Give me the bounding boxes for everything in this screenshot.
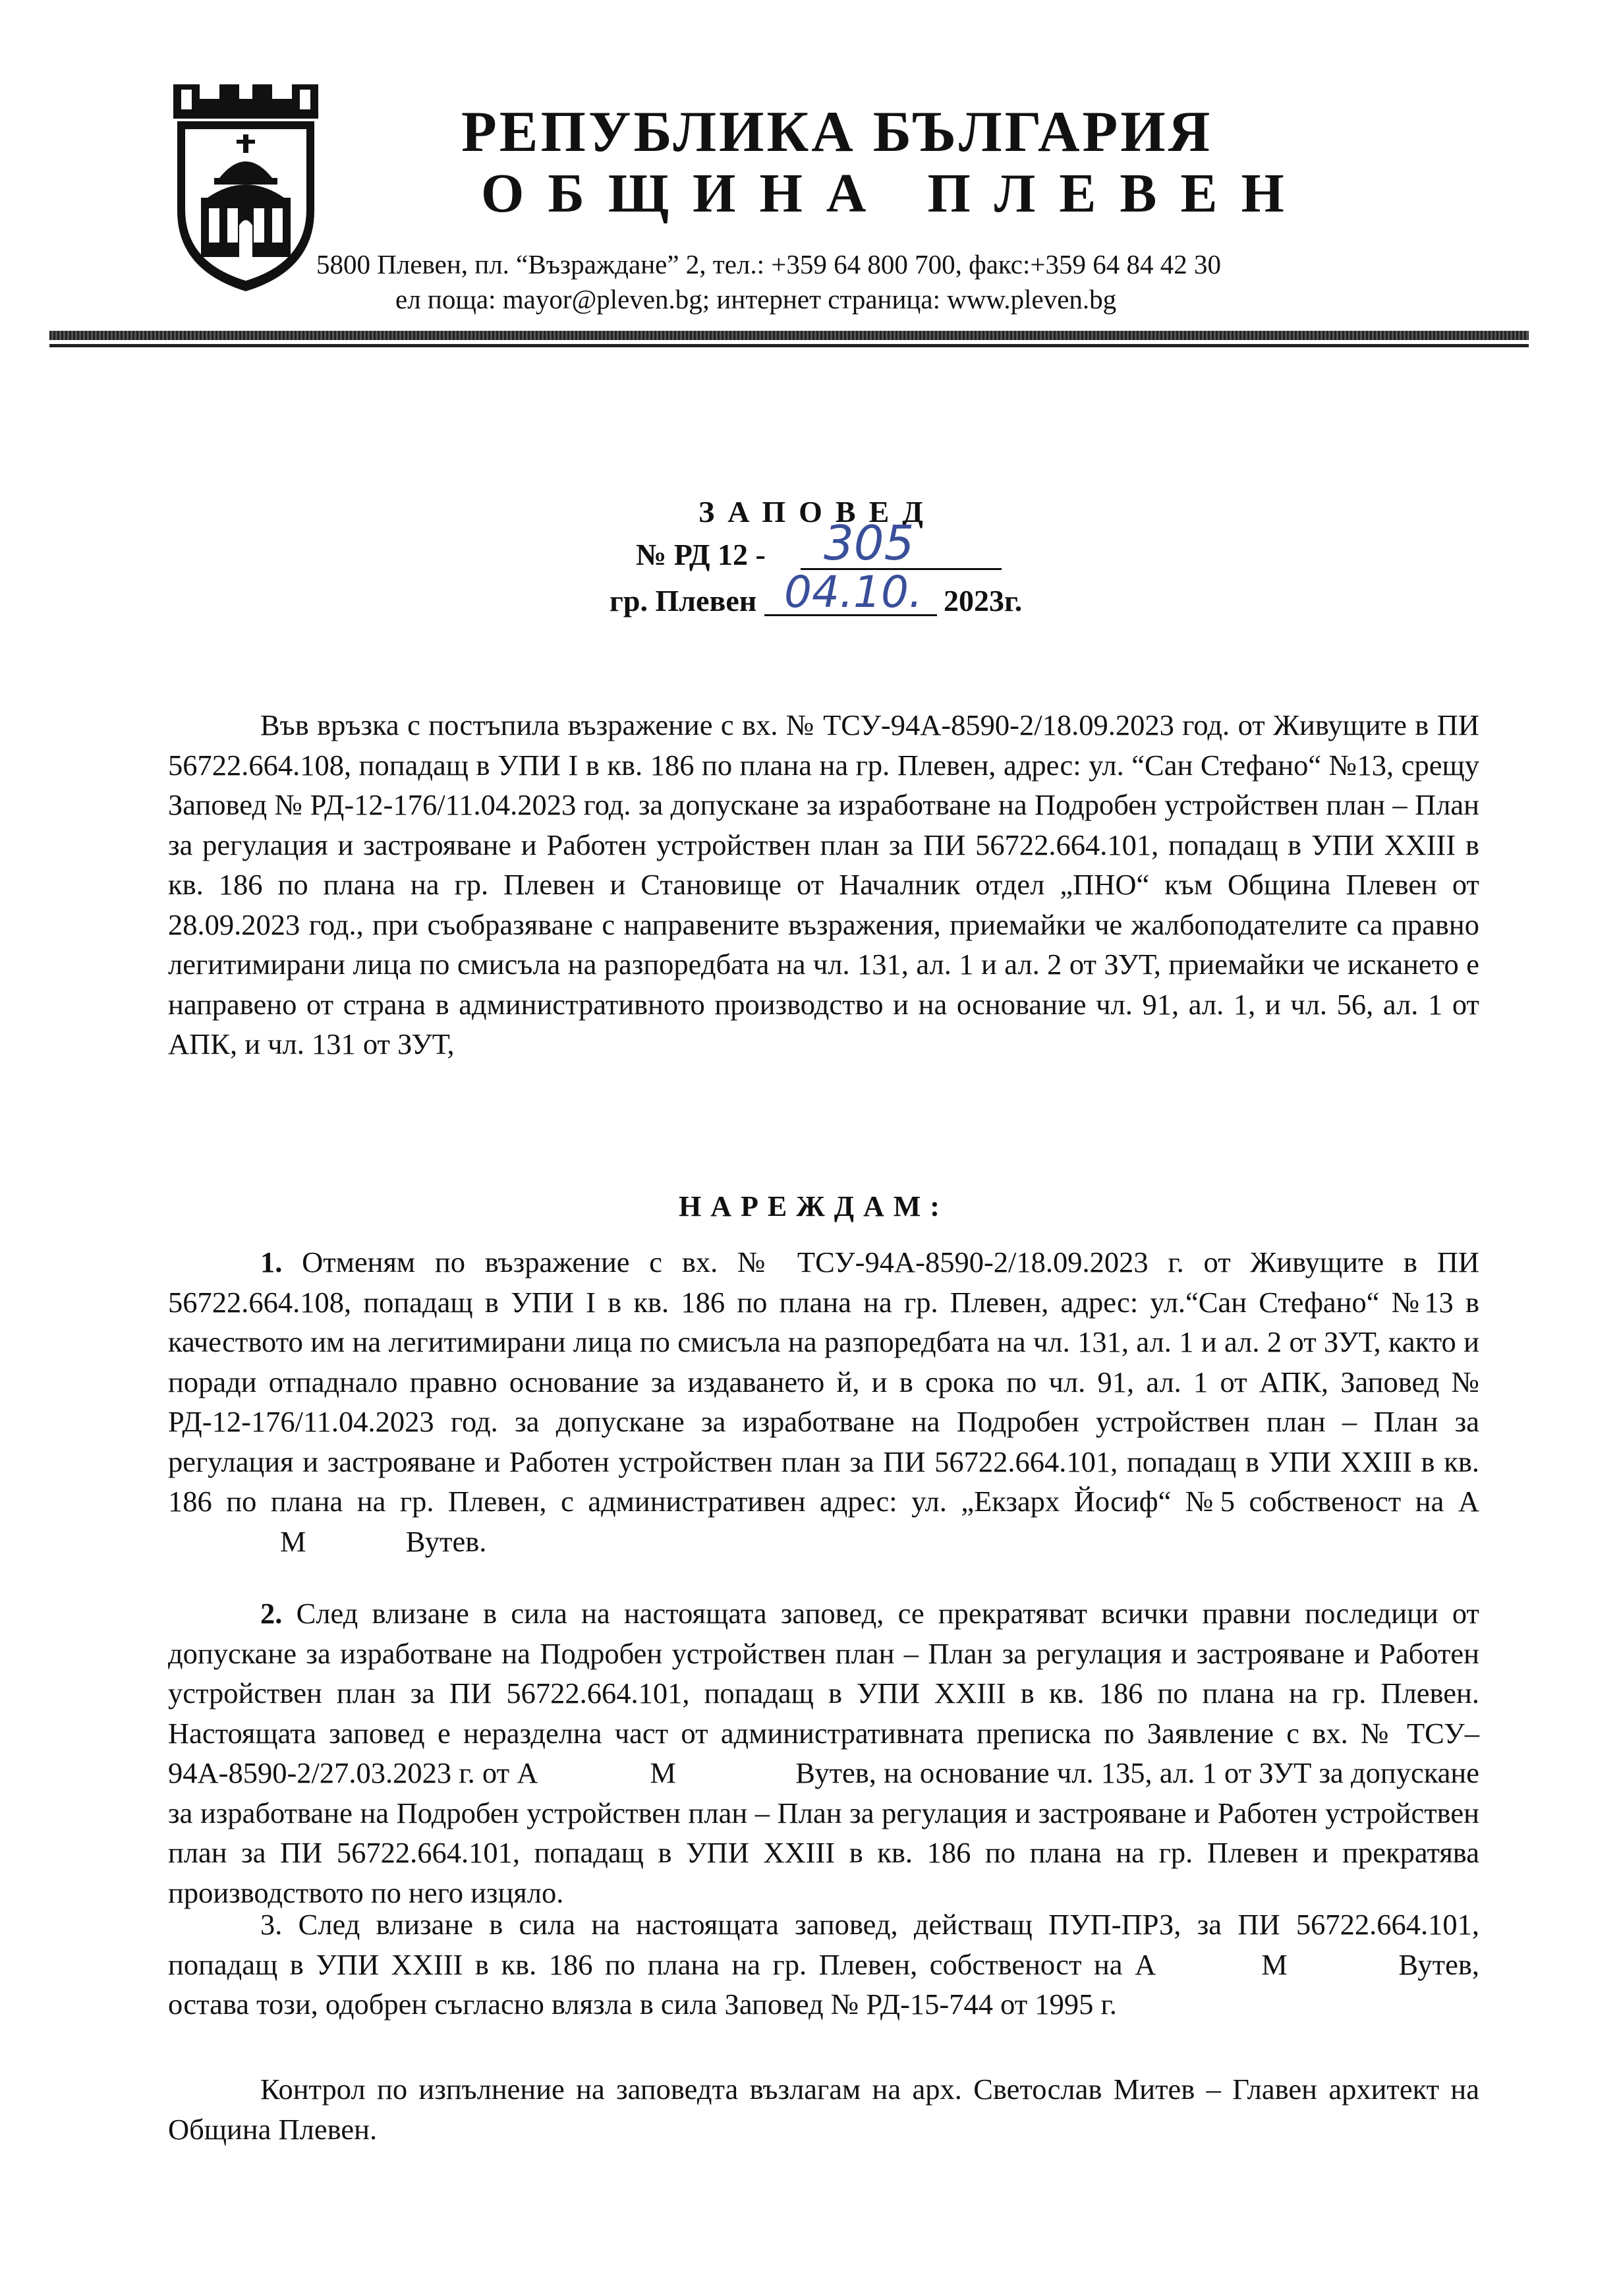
order-year: 2023г. (944, 584, 1023, 617)
header-divider-thin (49, 344, 1529, 347)
order-number-handwritten: 305 (824, 515, 915, 571)
item-text: След влизане в сила на настоящата заповед, действащ ПУП-ПРЗ, за ПИ 56722.664.101, попадащ в УПИ XXIII в кв. 186 по плана на гр. Плевен, собственост на А (168, 1908, 1479, 1981)
item-number: 2. (260, 1597, 283, 1630)
decree-heading: НАРЕЖДАМ: (679, 1190, 949, 1222)
pleven-coat-of-arms-icon (168, 79, 324, 297)
item-surname: Вутев. (405, 1524, 487, 1558)
item-number: 1. (260, 1246, 283, 1278)
item-name-initial: М (280, 1524, 306, 1558)
header-divider-thick (49, 331, 1529, 340)
decree-item-3 (168, 1905, 1479, 2024)
order-city-label: гр. Плевен (610, 584, 757, 617)
control-paragraph: Контрол по изпълнение на заповедта възлагам на арх. Светослав Митев – Главен архитект на Община Плевен. (168, 2073, 1479, 2146)
decree-item-2 (168, 1593, 1479, 1912)
item-text: След влизане в сила на настоящата заповед, се прекратяват всички правни последици от допускане за изработване на Подробен устройствен план – План за регулация и застрояване и Работен устройствен план за ПИ 56722.664.101, попадащ в УПИ XXIII в кв. 186 по плана на гр. Плевен. Настоящата заповед е неразделна част от административната преписка по Заявление с вх. № ТСУ–94А-8590-2/27.03.2023 г. от А (168, 1597, 1479, 1789)
intro-paragraph: Във връзка с постъпила възражение с вх. № ТСУ-94А-8590-2/18.09.2023 год. от Живущите в ПИ 56722.664.108, попадащ в УПИ I в кв. 186 по плана на гр. Плевен, адрес: ул. “Сан Стефано“ №13, срещу Заповед № РД-12-176/11.04.2023 год. за допускане за изработване на Подробен устройствен план – План за регулация и застрояване и Работен устройствен план за ПИ 56722.664.101, попадащ в УПИ XXIII в кв. 186 по плана на гр. Плевен и Становище от Началник отдел „ПНО“ към Община Плевен от 28.09.2023 год., при съобразяване с направените възражения, приемайки че жалбоподателите са правно легитимирани лица по смисъла на разпоредбата на чл. 131, ал. 1 и ал. 2 от ЗУТ, приемайки че искането е направено от страна в административното производство и на основание чл. 91, ал. 1, и чл. 56, ал. 1 от АПК, и чл. 131 от ЗУТ, (168, 708, 1479, 1060)
order-title: ЗАПОВЕД (698, 495, 936, 529)
item-name-initial: М (1261, 1947, 1288, 1981)
item-text-continued: Вутев, остава този, одобрен съгласно влязла в сила Заповед № РД-15-744 от 1995 г. (168, 1947, 1480, 2021)
decree-item-1 (168, 1242, 1479, 1561)
header-email-web-line: ел поща: mayor@pleven.bg; интернет страница: www.pleven.bg (395, 284, 1117, 314)
item-name-initial: М (650, 1756, 676, 1789)
header-address-line: 5800 Плевен, пл. “Възраждане” 2, тел.: +359 64 800 700, факс:+359 64 84 42 30 (316, 249, 1221, 279)
order-number-label: № РД 12 - (636, 538, 766, 571)
item-number: 3. (260, 1908, 283, 1941)
item-text-continued: Вутев, на основание чл. 135, ал. 1 от ЗУТ за допускане за изработване на Подробен устройствен план – План за регулация и застрояване и Работен устройствен план за ПИ 56722.664.101, попадащ в УПИ XXIII в кв. 186 по плана на гр. Плевен и прекратява производството по него изцяло. (168, 1756, 1479, 1909)
order-date-handwritten: 04.10. (784, 567, 923, 617)
item-text: Отменям по възражение с вх. № ТСУ-94А-8590-2/18.09.2023 г. от Живущите в ПИ 56722.664.108, попадащ в УПИ I в кв. 186 по плана на гр. Плевен, адрес: ул.“Сан Стефано“ №13 в качеството им на легитимирани лица по смисъла на разпоредбата на чл. 131, ал. 1 и ал. 2 от ЗУТ, както и поради отпаднало правно основание за издаването й, и в срока по чл. 91, ал. 1 от АПК, Заповед № РД-12-176/11.04.2023 год. за допускане за изработване на Подробен устройствен план – План за регулация и застрояване и Работен устройствен план за ПИ 56722.664.101, попадащ в УПИ XXIII в кв. 186 по плана на гр. Плевен, с административен адрес: ул. „Екзарх Йосиф“ №5 собственост на А (168, 1246, 1479, 1518)
header-title-municipality: ОБЩИНА ПЛЕВЕН (481, 163, 1308, 224)
header-title-republic: РЕПУБЛИКА БЪЛГАРИЯ (461, 100, 1213, 164)
